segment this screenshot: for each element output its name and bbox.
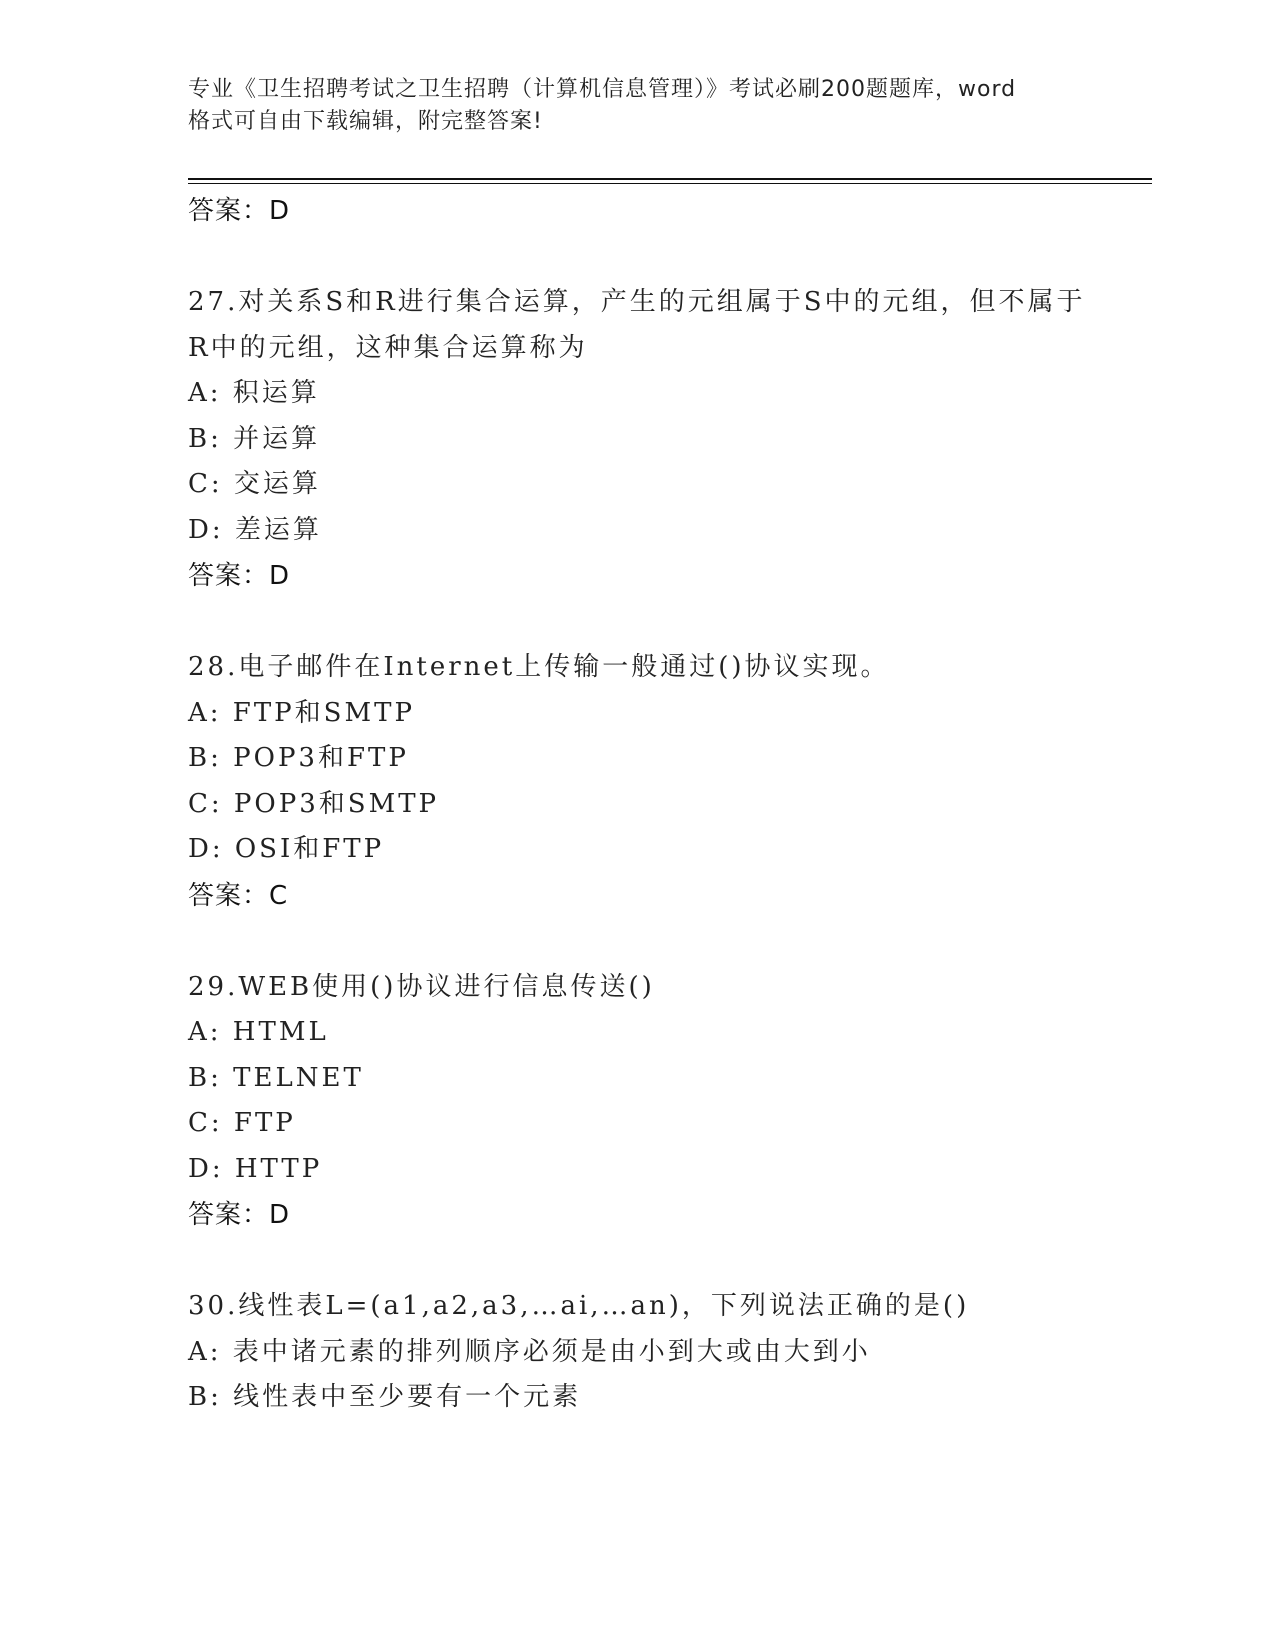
option-a: A: 表中诸元素的排列顺序必须是由小到大或由大到小: [188, 1336, 871, 1367]
answer-line: 答案：D: [188, 561, 291, 591]
spacer: [188, 919, 1088, 965]
question-block-29: [188, 965, 1088, 1239]
question-text: 29.WEB使用()协议进行信息传送(): [188, 971, 655, 1002]
header-divider-thick: [188, 178, 1152, 180]
spacer: [188, 1238, 1088, 1284]
option-c: C: FTP: [188, 1108, 296, 1138]
document-body: [188, 188, 1088, 1421]
question-block-28: [188, 645, 1088, 919]
option-c: C: POP3和SMTP: [188, 788, 440, 819]
header-line-1: 专业《卫生招聘考试之卫生招聘（计算机信息管理）》考试必刷200题题库，word: [188, 77, 1017, 102]
previous-answer: 答案：D: [188, 196, 291, 226]
question-block-30: [188, 1284, 1088, 1421]
question-text: 27.对关系S和R进行集合运算，产生的元组属于S中的元组，但不属于R中的元组，这种集合运算称为: [188, 287, 1086, 363]
question-block-27: [188, 280, 1088, 599]
header-divider-thin: [188, 183, 1152, 184]
option-a: A: HTML: [188, 1017, 329, 1047]
document-header: [188, 74, 1088, 138]
option-d: D: OSI和FTP: [188, 834, 385, 864]
option-c: C: 交运算: [188, 469, 321, 499]
option-a: A: FTP和SMTP: [188, 697, 415, 728]
answer-line: 答案：D: [188, 1200, 291, 1230]
option-b: B: 线性表中至少要有一个元素: [188, 1382, 582, 1412]
option-b: B: POP3和FTP: [188, 743, 409, 773]
option-b: B: TELNET: [188, 1062, 364, 1093]
option-a: A: 积运算: [188, 378, 320, 408]
spacer: [188, 599, 1088, 645]
question-text: 28.电子邮件在Internet上传输一般通过()协议实现。: [188, 652, 890, 682]
answer-line: 答案：C: [188, 880, 289, 911]
question-text: 30.线性表L=(a1,a2,a3,…ai,…an)，下列说法正确的是(): [188, 1291, 970, 1321]
option-b: B: 并运算: [188, 423, 321, 454]
option-d: D: 差运算: [188, 514, 322, 545]
option-d: D: HTTP: [188, 1153, 323, 1184]
header-line-2: 格式可自由下载编辑，附完整答案!: [188, 109, 543, 134]
spacer: [188, 234, 1088, 280]
